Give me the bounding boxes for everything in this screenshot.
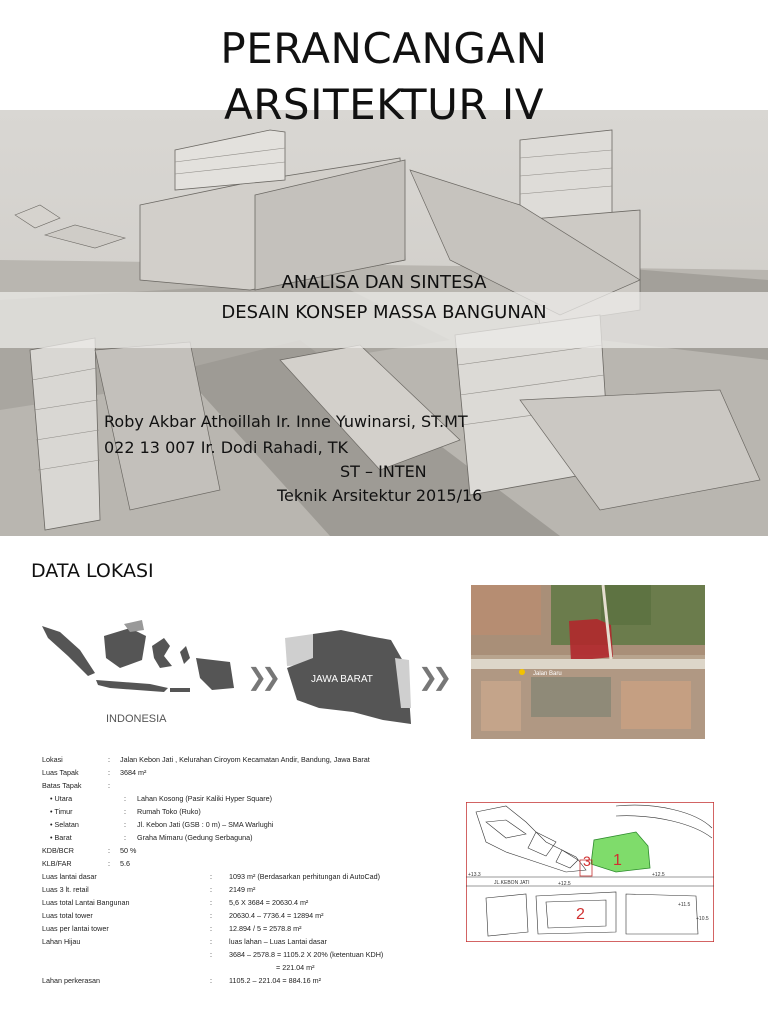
data-row-value: 12.894 / 5 = 2578.8 m² xyxy=(229,924,302,933)
credit-program-year: Teknik Arsitektur 2015/16 xyxy=(277,486,483,505)
data-row-sep: : xyxy=(210,898,212,907)
data-row-sep: : xyxy=(210,937,212,946)
data-row xyxy=(0,911,760,923)
data-row-label: Luas Tapak xyxy=(42,768,79,777)
zone-label-1: 1 xyxy=(613,852,622,869)
data-row xyxy=(0,963,760,975)
zone-label-3: 3 xyxy=(583,853,591,869)
credit-institution: ST – INTEN xyxy=(340,462,427,481)
data-row-label: Lahan Hijau xyxy=(42,937,81,946)
site-data-table xyxy=(0,536,768,1024)
data-row xyxy=(0,937,760,949)
data-row-label: Lokasi xyxy=(42,755,63,764)
data-row xyxy=(0,976,760,988)
level-label: +12.5 xyxy=(558,881,571,887)
data-row xyxy=(0,755,760,767)
data-row-label: Luas total tower xyxy=(42,911,93,920)
data-row xyxy=(0,885,760,897)
data-row-value: Jalan Kebon Jati , Kelurahan Ciroyom Kecamatan Andir, Bandung, Jawa Barat xyxy=(120,755,370,764)
map-label-jawa-barat: JAWA BARAT xyxy=(311,674,373,685)
data-row-value: 3684 – 2578.8 = 1105.2 X 20% (ketentuan KDH) xyxy=(229,950,384,959)
data-lokasi-slide xyxy=(0,536,768,1024)
data-row-sep: : xyxy=(124,820,126,829)
data-row-value: Jl. Kebon Jati (GSB : 0 m) – SMA Warlughi xyxy=(137,820,274,829)
data-row-label: Batas Tapak xyxy=(42,781,82,790)
data-row-value: 50 % xyxy=(120,846,137,855)
data-row-value: 20630.4 – 7736.4 = 12894 m² xyxy=(229,911,324,920)
street-label: JL.KEBON JATI xyxy=(494,880,530,886)
data-row-value: = 221.04 m² xyxy=(276,963,315,972)
data-row-sep: : xyxy=(108,755,110,764)
data-row-value: 5,6 X 3684 = 20630.4 m² xyxy=(229,898,309,907)
zone-label-2: 2 xyxy=(576,906,585,923)
data-row-sep: : xyxy=(210,872,212,881)
data-row-sep: : xyxy=(210,950,212,959)
data-row xyxy=(0,781,760,793)
data-row-value: 1105.2 – 221.04 = 884.16 m² xyxy=(229,976,321,985)
data-row-value: Rumah Toko (Ruko) xyxy=(137,807,201,816)
level-label: +11.5 xyxy=(678,902,691,908)
data-row-label: KDB/BCR xyxy=(42,846,74,855)
data-row xyxy=(0,846,760,858)
data-row-label: • Timur xyxy=(50,807,73,816)
data-row xyxy=(0,924,760,936)
data-row-label: Luas total Lantai Bangunan xyxy=(42,898,130,907)
map-label-indonesia: INDONESIA xyxy=(106,713,167,725)
data-row xyxy=(0,768,760,780)
data-row-sep: : xyxy=(210,976,212,985)
data-row xyxy=(0,898,760,910)
data-row xyxy=(0,872,760,884)
data-row-sep: : xyxy=(210,885,212,894)
data-row-label: Luas lantai dasar xyxy=(42,872,97,881)
data-row-sep: : xyxy=(124,833,126,842)
data-row-label: • Selatan xyxy=(50,820,79,829)
level-label: +12.5 xyxy=(652,872,665,878)
data-row-sep: : xyxy=(210,924,212,933)
data-row xyxy=(0,807,760,819)
data-row-sep: : xyxy=(124,794,126,803)
data-row-sep: : xyxy=(108,846,110,855)
data-row xyxy=(0,950,760,962)
data-row-label: • Utara xyxy=(50,794,73,803)
data-row-value: 1093 m² (Berdasarkan perhitungan di AutoCad) xyxy=(229,872,381,881)
credit-nim-supervisor: 022 13 007 Ir. Dodi Rahadi, TK xyxy=(104,438,349,457)
data-row xyxy=(0,859,760,871)
data-row-label: Lahan perkerasan xyxy=(42,976,100,985)
data-row xyxy=(0,794,760,806)
data-row-label: Luas 3 lt. retail xyxy=(42,885,89,894)
data-row-sep: : xyxy=(108,859,110,868)
data-row-label: • Barat xyxy=(50,833,72,842)
level-label: +10.5 xyxy=(696,916,709,922)
title-line-2: ARSITEKTUR IV xyxy=(224,80,544,129)
data-row xyxy=(0,833,760,845)
data-row-value: 5.6 xyxy=(120,859,130,868)
data-row-value: luas lahan – Luas Lantai dasar xyxy=(229,937,327,946)
data-row-value: Lahan Kosong (Pasir Kaliki Hyper Square) xyxy=(137,794,273,803)
data-row-value: 2149 m² xyxy=(229,885,256,894)
subtitle-line-1: ANALISA DAN SINTESA xyxy=(281,272,487,293)
title-line-1: PERANCANGAN xyxy=(220,24,548,73)
data-row-sep: : xyxy=(108,781,110,790)
data-row xyxy=(0,820,760,832)
subtitle-line-2: DESAIN KONSEP MASSA BANGUNAN xyxy=(221,302,547,323)
data-row-label: Luas per lantai tower xyxy=(42,924,109,933)
data-row-label: KLB/FAR xyxy=(42,859,72,868)
credit-student-supervisor: Roby Akbar Athoillah Ir. Inne Yuwinarsi, ST.MT xyxy=(104,412,468,431)
data-row-sep: : xyxy=(108,768,110,777)
chevron-right-icon: ❯❯ xyxy=(247,663,276,691)
section-heading: DATA LOKASI xyxy=(31,560,154,582)
data-row-value: Graha Mimaru (Gedung Serbaguna) xyxy=(137,833,253,842)
data-row-sep: : xyxy=(124,807,126,816)
chevron-right-icon: ❯❯ xyxy=(418,663,447,691)
data-row-value: 3684 m² xyxy=(120,768,147,777)
level-label: +13.3 xyxy=(468,872,481,878)
data-row-sep: : xyxy=(210,911,212,920)
satellite-street-label: Jalan Baru xyxy=(533,671,562,677)
